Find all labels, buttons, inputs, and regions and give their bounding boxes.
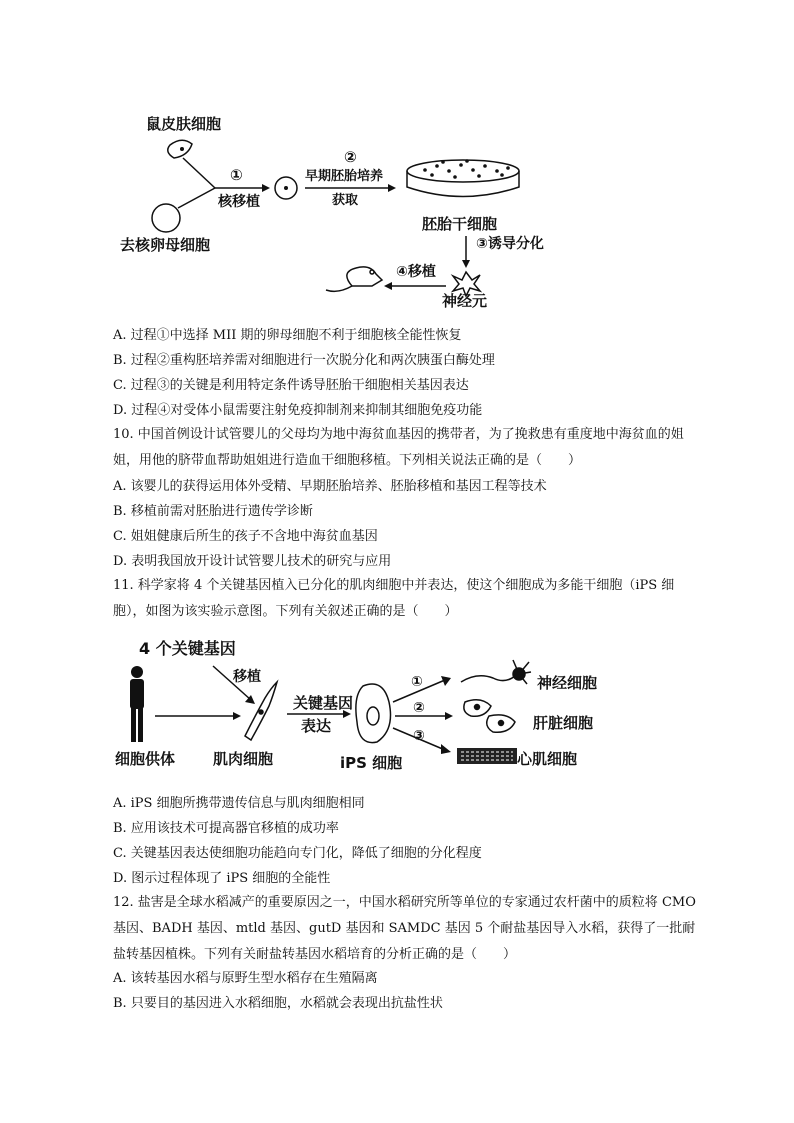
route2-number: ②	[413, 700, 425, 716]
step2-label-bottom: 获取	[332, 193, 359, 208]
liver-label: 肝脏细胞	[533, 714, 594, 732]
q9-option-b: B. 过程②重构胚培养需对细胞进行一次脱分化和两次胰蛋白酶处理	[113, 353, 495, 368]
q11-option-d: D. 图示过程体现了 iPS 细胞的全能性	[113, 871, 331, 886]
q12-option-b: B. 只要目的基因进入水稻细胞，水稻就会表现出抗盐性状	[113, 996, 443, 1011]
q10-option-d: D. 表明我国放开设计试管婴儿技术的研究与应用	[113, 554, 392, 569]
heart-label: 心肌细胞	[517, 750, 578, 768]
oocyte-line	[178, 188, 215, 208]
expression-top: 关键基因	[293, 694, 354, 712]
q10-option-b: B. 移植前需对胚胎进行遗传学诊断	[113, 504, 313, 519]
ips-cell-shape	[356, 684, 391, 743]
q11-option-c: C. 关键基因表达使细胞功能趋向专门化，降低了细胞的分化程度	[113, 846, 482, 861]
step2-arrowhead	[388, 184, 396, 192]
nerve-cell-shape	[461, 660, 531, 684]
transplant-label: 移植	[233, 669, 261, 685]
q11-option-a: A. iPS 细胞所携带遗传信息与肌肉细胞相同	[113, 796, 365, 811]
donor-arrowhead	[233, 712, 241, 720]
q10-option-a: A. 该婴儿的获得运用体外受精、早期胚胎培养、胚胎移植和基因工程等技术	[113, 479, 547, 494]
step3-label: ③诱导分化	[476, 236, 544, 252]
muscle-cell-shape	[245, 682, 277, 740]
skin-cell-line	[183, 158, 215, 188]
muscle-label: 肌肉细胞	[213, 750, 274, 768]
skin-cell-nucleus	[180, 147, 184, 151]
expression-bottom: 表达	[301, 717, 332, 735]
q10-option-c: C. 姐姐健康后所生的孩子不含地中海贫血基因	[113, 529, 378, 544]
nuclear-transfer-diagram	[120, 100, 570, 312]
ips-label: iPS 细胞	[340, 754, 403, 772]
q11-stem: 11. 科学家将 4 个关键基因植入已分化的肌肉细胞中并表达，使这个细胞成为多能干细胞（iPS 细胞），如图为该实验示意图。下列有关叙述正确的是（ ）	[113, 578, 675, 619]
nerve-label: 神经细胞	[537, 674, 598, 692]
esc-label: 胚胎干细胞	[422, 215, 498, 233]
step2-number: ②	[344, 148, 357, 166]
embryo-nucleus	[284, 186, 288, 190]
genes-label: 4 个关键基因	[139, 639, 236, 658]
heart-cell-shape	[457, 748, 517, 764]
q9-option-d: D. 过程④对受体小鼠需要注射免疫抑制剂来抑制其细胞免疫功能	[113, 403, 483, 418]
step3-arrowhead	[462, 260, 470, 268]
liver-cell-shape	[464, 700, 515, 733]
q12-option-a: A. 该转基因水稻与原野生型水稻存在生殖隔离	[113, 971, 378, 986]
q10-stem: 10. 中国首例设计试管婴儿的父母均为地中海贫血基因的携带者，为了挽救患有重度地中海贫血的姐姐，用他的脐带血帮助姐姐进行造血干细胞移植。下列相关说法正确的是（ ）	[113, 427, 684, 468]
ips-cell-nucleus	[367, 707, 379, 725]
step1-label: 核移植	[218, 194, 260, 210]
route3-number: ③	[413, 728, 425, 744]
route3-arrowhead	[441, 744, 451, 754]
skin-cell-label: 鼠皮肤细胞	[146, 115, 222, 133]
q9-option-a: A. 过程①中选择 MII 期的卵母细胞不利于细胞核全能性恢复	[113, 328, 462, 343]
mouse-shape	[326, 267, 382, 291]
donor-label: 细胞供体	[115, 750, 176, 768]
oocyte-shape	[152, 204, 180, 232]
q11-option-b: B. 应用该技术可提高器官移植的成功率	[113, 821, 339, 836]
route1-number: ①	[411, 674, 423, 690]
step1-number: ①	[230, 166, 243, 184]
ips-cell-diagram	[115, 636, 615, 784]
step4-arrowhead	[384, 282, 392, 290]
neuron-label: 神经元	[442, 292, 488, 310]
oocyte-label: 去核卵母细胞	[120, 236, 211, 254]
q12-stem: 12. 盐害是全球水稻减产的重要原因之一，中国水稻研究所等单位的专家通过农杆菌中的质粒将 CMO 基因、BADH 基因、mtld 基因、gutD 基因和 SAMDC 基因 5 个耐盐基因导入水稻，获得了一批耐盐转基因植株。下列有关耐盐转基因水稻培育的分析正确的是（ ）	[113, 895, 696, 962]
route2-arrowhead	[445, 712, 453, 720]
donor-figure	[130, 666, 144, 742]
step2-label-top: 早期胚胎培养	[305, 169, 384, 184]
step1-arrowhead	[262, 184, 270, 192]
q9-option-c: C. 过程③的关键是利用特定条件诱导胚胎干细胞相关基因表达	[113, 378, 469, 393]
skin-cell-shape	[168, 140, 192, 158]
step4-label: ④移植	[396, 264, 436, 280]
